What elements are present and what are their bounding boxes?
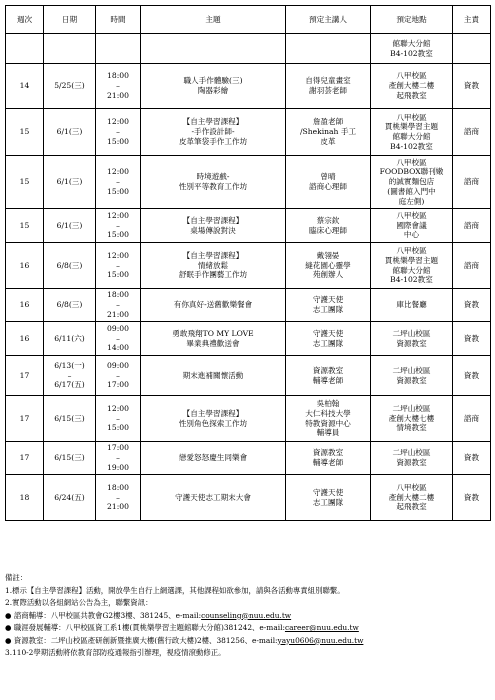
cell-location: 庫比餐廳	[371, 289, 453, 322]
cell-date: 6/11(六)	[44, 322, 96, 356]
cell-date: 6/8(三)	[44, 243, 96, 289]
contact-resource-text: 資源教室：二坪山校區產研創新暨推廣大樓(舊行政大樓)2樓、381256、e-mail:	[13, 635, 278, 645]
cell-topic: 期末進補關懷活動	[141, 356, 286, 396]
cell-date: 6/15(三)	[44, 396, 96, 442]
cell-topic: 勇敢飛翔TO MY LOVE 畢業典禮歡送會	[141, 322, 286, 356]
cell-speaker: 詹盈老師 /Shekinah 手工 皮革	[286, 109, 371, 156]
cell-speaker: 守護天使 志工團隊	[286, 289, 371, 322]
table-row	[6, 475, 491, 521]
resource-email-link[interactable]: yayu0606@nuu.edu.tw	[277, 635, 364, 645]
cell-time: 09:00 – 17:00	[96, 356, 141, 396]
notes-line-2: 2.實際活動以各組網站公告為主，聯繫資訊：	[5, 598, 153, 607]
cell-empty	[141, 34, 286, 64]
cell-owner: 資教	[453, 322, 491, 356]
notes-title: 備註：	[5, 573, 28, 582]
header-time: 時間	[96, 6, 141, 34]
cell-empty	[44, 34, 96, 64]
table-header-row	[6, 6, 491, 34]
contact-career: ● 職涯發展輔導：八甲校區資工系1樓(貫桃樂學習主題館聯大分館)381242、e-mail:career@nuu.edu.tw	[5, 623, 359, 632]
cell-week: 16	[6, 322, 44, 356]
header-location: 預定地點	[371, 6, 453, 34]
contact-resource: ● 資源教室：二坪山校區產研創新暨推廣大樓(舊行政大樓)2樓、381256、e-mail:yayu0606@nuu.edu.tw	[5, 635, 364, 645]
cell-speaker: 蔡宗欽 臨床心理師	[286, 209, 371, 243]
cell-time: 18:00 – 21:00	[96, 64, 141, 109]
cell-date: 6/13(一) – 6/17(五)	[44, 356, 96, 396]
table-row	[6, 64, 491, 109]
cell-speaker: 守護天使 志工團隊	[286, 322, 371, 356]
cell-location: 八甲校區 貫桃樂學習主題 館聯大分館 B4-102教室	[371, 243, 453, 289]
cell-time: 09:00 – 14:00	[96, 322, 141, 356]
header-topic: 主題	[141, 6, 286, 34]
cell-location: 八甲校區 國際會議 中心	[371, 209, 453, 243]
cell-speaker: 戴翎晏 縫花園心靈學 苑創辦人	[286, 243, 371, 289]
cell-week: 17	[6, 356, 44, 396]
cell-time: 12:00 – 15:00	[96, 396, 141, 442]
cell-week: 16	[6, 243, 44, 289]
cell-date: 6/24(五)	[44, 475, 96, 521]
cell-owner: 諮商	[453, 396, 491, 442]
cell-week: 14	[6, 64, 44, 109]
cell-topic: 守護天使志工期末大會	[141, 475, 286, 521]
header-speaker: 預定主講人	[286, 6, 371, 34]
cell-empty	[6, 34, 44, 64]
cell-owner: 諮商	[453, 243, 491, 289]
cell-topic: 【自主學習課程】 -手作設計師- 皮革筆袋手作工作坊	[141, 109, 286, 156]
cell-date: 6/1(三)	[44, 156, 96, 209]
cell-location: 二坪山校區 資源教室	[371, 322, 453, 356]
cell-topic: 【自主學習課程】 桌場傳說對決	[141, 209, 286, 243]
cell-week: 15	[6, 109, 44, 156]
table-row	[6, 243, 491, 289]
cell-time: 18:00 – 21:00	[96, 475, 141, 521]
career-email-link[interactable]: career@nuu.edu.tw	[284, 623, 359, 632]
cell-time: 12:00 – 15:00	[96, 243, 141, 289]
counseling-email-link[interactable]: counseling@nuu.edu.tw	[201, 610, 292, 620]
notes-line-1: 1.標示【自主學習課程】活動，開放學生自行上網選課，其他課程如欲參加，請與各活動專責組別聯繫。	[5, 585, 345, 595]
cell-owner: 資教	[453, 475, 491, 521]
cell-empty	[96, 34, 141, 64]
cell-owner: 資教	[453, 289, 491, 322]
cell-empty	[286, 34, 371, 64]
cell-speaker: 守護天使 志工團隊	[286, 475, 371, 521]
cell-week: 15	[6, 156, 44, 209]
table-row	[6, 209, 491, 243]
cell-owner: 資教	[453, 442, 491, 475]
cell-date: 6/8(三)	[44, 289, 96, 322]
cell-owner: 資教	[453, 64, 491, 109]
table-row	[6, 356, 491, 396]
contact-counseling-text: 諮商輔導：八甲校區共教會G2樓3樓、381245、e-mail:	[13, 610, 202, 620]
table-row	[6, 289, 491, 322]
cell-date: 6/1(三)	[44, 109, 96, 156]
cell-time: 17:00 – 19:00	[96, 442, 141, 475]
cell-location: 二坪山校區 產創大樓七樓 情境教室	[371, 396, 453, 442]
cell-location: 二坪山校區 資源教室	[371, 356, 453, 396]
cell-time: 12:00 – 15:00	[96, 156, 141, 209]
contact-counseling: ● 諮商輔導：八甲校區共教會G2樓3樓、381245、e-mail:counseling@nuu.edu.tw	[5, 610, 292, 620]
cell-speaker: 資源教室 輔導老師	[286, 442, 371, 475]
cell-owner: 資教	[453, 356, 491, 396]
cell-empty	[453, 34, 491, 64]
cell-week: 16	[6, 289, 44, 322]
schedule-table	[5, 5, 491, 521]
table-row	[6, 322, 491, 356]
cell-speaker: 資源教室 輔導老師	[286, 356, 371, 396]
notes-section	[5, 572, 490, 660]
cell-owner: 諮商	[453, 156, 491, 209]
cell-week: 17	[6, 396, 44, 442]
cell-time: 12:00 – 15:00	[96, 109, 141, 156]
cell-date: 6/1(三)	[44, 209, 96, 243]
cell-owner: 諮商	[453, 209, 491, 243]
cell-speaker: 自得兒童畫室 謝羽荟老師	[286, 64, 371, 109]
table-row-continued	[6, 34, 491, 64]
table-row	[6, 442, 491, 475]
header-date: 日期	[44, 6, 96, 34]
table-row	[6, 396, 491, 442]
cell-date: 5/25(三)	[44, 64, 96, 109]
table-row	[6, 109, 491, 156]
cell-topic: 時境遊戲- 性別平等教育工作坊	[141, 156, 286, 209]
cell-location: 八甲校區 產創大樓二樓 起飛教室	[371, 475, 453, 521]
cell-time: 18:00 – 21:00	[96, 289, 141, 322]
cell-topic: 【自主學習課程】 情緒放鬆 舒眠手作團藝工作坊	[141, 243, 286, 289]
cell-speaker: 吳柏翰 大仁科技大學 特教資源中心 輔導員	[286, 396, 371, 442]
cell-topic: 戀愛怒怒慶生同樂會	[141, 442, 286, 475]
cell-owner: 諮商	[453, 109, 491, 156]
cell-week: 18	[6, 475, 44, 521]
header-owner: 主責	[453, 6, 491, 34]
notes-line-3: 3.110-2學期活動將依教育部防疫通報指引辦理，視疫情滾動修正。	[5, 648, 226, 657]
cell-location: 八甲校區 產創大樓二樓 起飛教室	[371, 64, 453, 109]
cell-topic: 職人手作體驗(三) 陶器彩繪	[141, 64, 286, 109]
cell-week: 15	[6, 209, 44, 243]
cell-location: 八甲校區 FOODBOX聯刊嫩 的誠實麵包店 (圖書館入門中 庭左側)	[371, 156, 453, 209]
table-row	[6, 156, 491, 209]
cell-topic: 【自主學習課程】 性別角色探索工作坊	[141, 396, 286, 442]
cell-topic: 有你真好-送舊歡樂餐會	[141, 289, 286, 322]
cell-location: 館聯大分館 B4-102教室	[371, 34, 453, 64]
header-week: 週次	[6, 6, 44, 34]
cell-location: 八甲校區 貫桃樂學習主題 館聯大分館 B4-102教室	[371, 109, 453, 156]
cell-date: 6/15(三)	[44, 442, 96, 475]
cell-week: 17	[6, 442, 44, 475]
cell-location: 二坪山校區 資源教室	[371, 442, 453, 475]
cell-time: 12:00 – 15:00	[96, 209, 141, 243]
cell-speaker: 曾晴 諮商心理師	[286, 156, 371, 209]
contact-career-text: 職涯發展輔導：八甲校區資工系1樓(貫桃樂學習主題館聯大分館)381242、e-mail:	[13, 623, 285, 632]
